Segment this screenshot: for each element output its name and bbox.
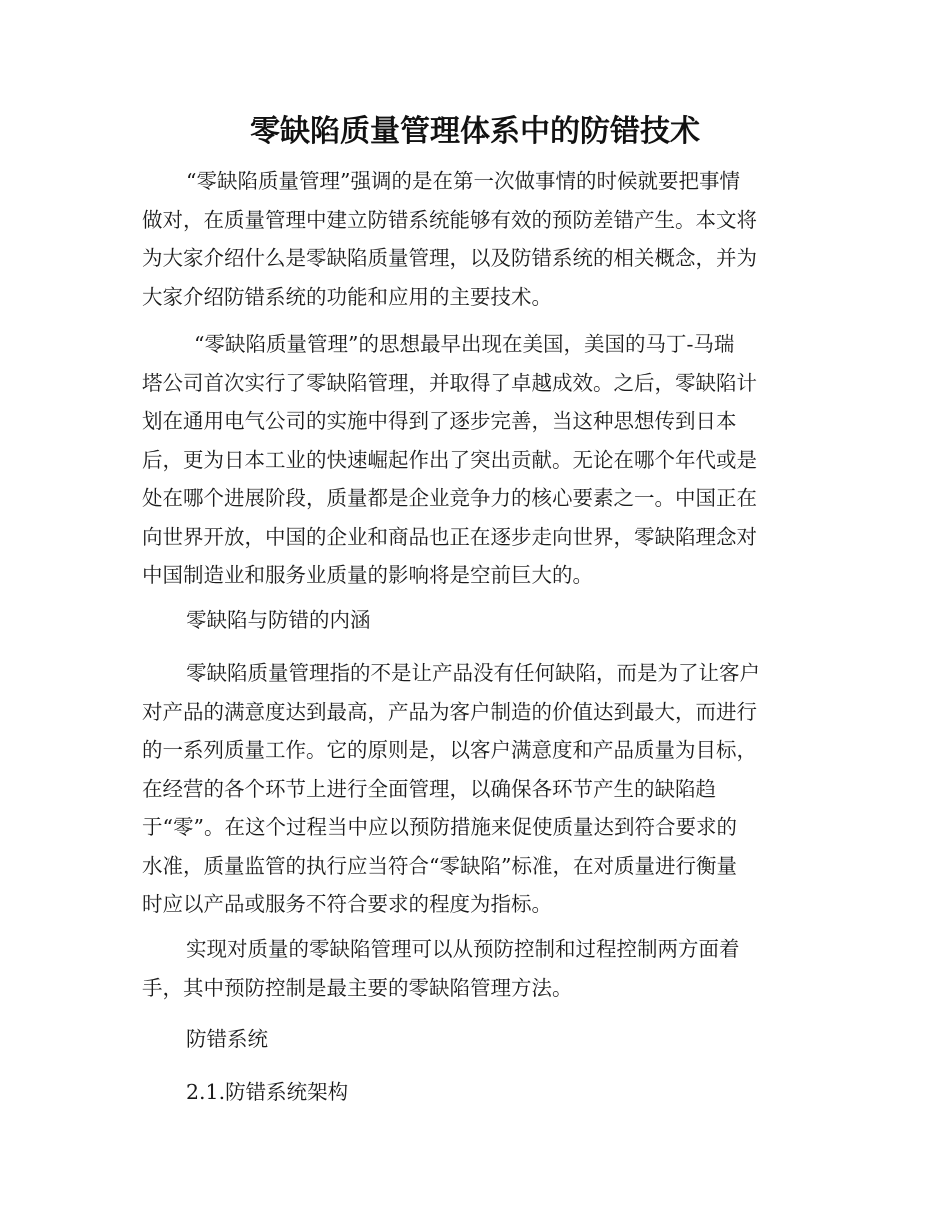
section-heading: 零缺陷与防错的内涵	[186, 608, 371, 632]
paragraph-line: 中国制造业和服务业质量的影响将是空前巨大的。	[142, 563, 593, 587]
paragraph-line: 实现对质量的零缺陷管理可以从预防控制和过程控制两方面着	[186, 937, 740, 961]
paragraph-line: 的一系列质量工作。它的原则是，以客户满意度和产品质量为目标，	[142, 738, 757, 762]
paragraph-line: 塔公司首次实行了零缺陷管理，并取得了卓越成效。之后，零缺陷计	[142, 370, 757, 395]
paragraph-line: 于“零”。在这个过程当中应以预防措施来促使质量达到符合要求的	[142, 815, 737, 839]
paragraph-line: 在经营的各个环节上进行全面管理，以确保各环节产生的缺陷趋	[142, 776, 716, 801]
paragraph-definition	[142, 654, 792, 924]
paragraph-line: 大家介绍防错系统的功能和应用的主要技术。	[142, 284, 552, 309]
paragraph-line: 划在通用电气公司的实施中得到了逐步完善，当这种思想传到日本	[142, 409, 737, 433]
paragraph-line: 零缺陷质量管理指的不是让产品没有任何缺陷，而是为了让客户	[186, 661, 760, 685]
paragraph-line: 时应以产品或服务不符合要求的程度为指标。	[142, 892, 552, 916]
subsection-heading: 2.1.防错系统架构	[186, 1080, 349, 1104]
paragraph-line: 为大家介绍什么是零缺陷质量管理，以及防错系统的相关概念，并为	[142, 246, 757, 270]
paragraph-line: 做对，在质量管理中建立防错系统能够有效的预防差错产生。本文将	[142, 207, 757, 232]
paragraph-intro	[142, 162, 792, 316]
paragraph-line: “零缺陷质量管理”强调的是在第一次做事情的时候就要把事情	[186, 169, 740, 193]
section-heading: 防错系统	[186, 1027, 268, 1051]
paragraph-line: 对产品的满意度达到最高，产品为客户制造的价值达到最大，而进行	[142, 699, 757, 724]
paragraph-line: 手，其中预防控制是最主要的零缺陷管理方法。	[142, 975, 573, 1000]
paragraph-implementation	[142, 930, 792, 1007]
paragraph-line: 处在哪个进展阶段，质量都是企业竞争力的核心要素之一。中国正在	[142, 486, 757, 510]
document-title: 零缺陷质量管理体系中的防错技术	[250, 114, 700, 149]
paragraph-line: 水准，质量监管的执行应当符合“零缺陷”标准，在对质量进行衡量	[142, 853, 737, 878]
paragraph-line: 向世界开放，中国的企业和商品也正在逐步走向世界，零缺陷理念对	[142, 524, 757, 549]
paragraph-line: “零缺陷质量管理”的思想最早出现在美国，美国的马丁-马瑞	[194, 332, 735, 356]
paragraph-history	[142, 325, 792, 595]
paragraph-line: 后，更为日本工业的快速崛起作出了突出贡献。无论在哪个年代或是	[142, 447, 757, 472]
